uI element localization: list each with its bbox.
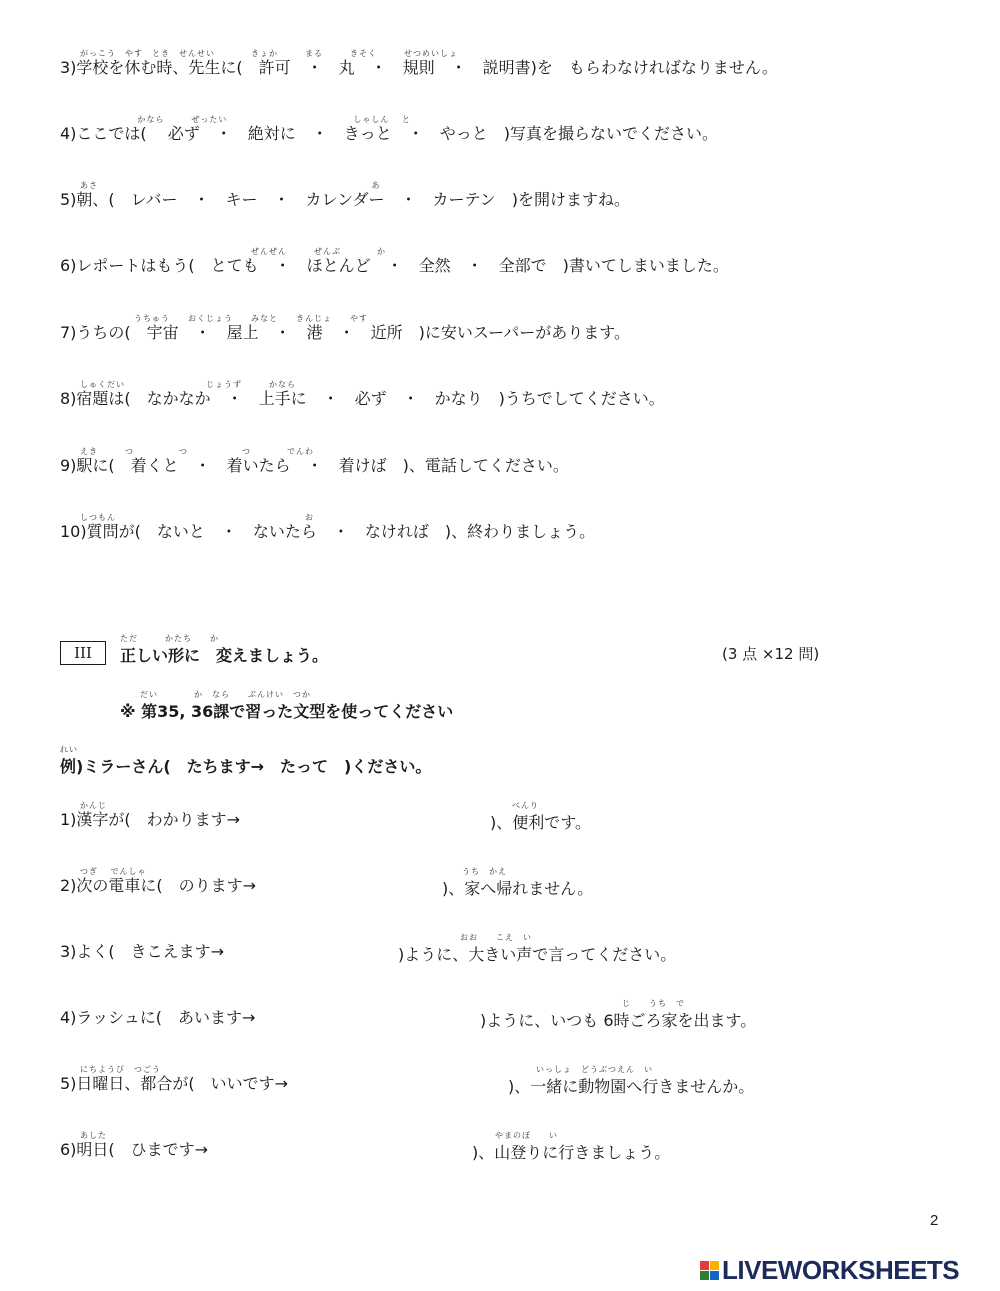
furigana: がっこう やす とき せんせい きょか まる きそく せつめいしょ bbox=[80, 49, 458, 58]
section-title: 正しい形に 変えましょう。 bbox=[120, 646, 329, 665]
question-5: 5)朝、( レバー ・ キー ・ カレンダー ・ カーテン )を開けますね。 bbox=[60, 190, 630, 209]
question-9: 9)駅に( 着くと ・ 着いたら ・ 着けば )、電話してください。 bbox=[60, 456, 569, 475]
furigana: つぎ でんしゃ bbox=[80, 867, 147, 876]
question-3: 3)学校を休む時、先生に( 許可 ・ 丸 ・ 規則 ・ 説明書)を もらわなければなりません。 bbox=[60, 58, 778, 77]
logo-block bbox=[710, 1261, 719, 1270]
furigana: いっしょ どうぶつえん い bbox=[536, 1065, 653, 1074]
section-note: ※ 第35, 36課で習った文型を使ってください bbox=[120, 702, 454, 721]
question-7: 7)うちの( 宇宙 ・ 屋上 ・ 港 ・ 近所 )に安いスーパーがあります。 bbox=[60, 323, 631, 342]
furigana: じ うち で bbox=[622, 999, 685, 1008]
brand-name: LIVEWORKSHEETS bbox=[722, 1254, 960, 1285]
q3-4-suffix: )ように、いつも 6時ごろ家を出ます。 bbox=[480, 1011, 757, 1030]
q3-6-prefix: 6)明日( ひまです→ bbox=[60, 1140, 209, 1159]
example-line: 例)ミラーさん( たちます→ たって )ください。 bbox=[60, 757, 432, 776]
question-10: 10)質問が( ないと ・ ないたら ・ なければ )、終わりましょう。 bbox=[60, 522, 596, 541]
points-label: (3 点 ×12 問) bbox=[722, 645, 820, 663]
furigana: おお こえ い bbox=[460, 933, 532, 942]
furigana: れい bbox=[60, 745, 78, 754]
question-8: 8)宿題は( なかなか ・ 上手に ・ 必ず ・ かなり )うちでしてください。 bbox=[60, 389, 665, 408]
furigana: だい か なら ぶんけい つか bbox=[140, 690, 311, 699]
furigana: ただ かたち か bbox=[120, 634, 219, 643]
furigana: にちようび つごう bbox=[80, 1065, 161, 1074]
logo-icon bbox=[700, 1261, 719, 1280]
furigana: かんじ bbox=[80, 801, 107, 810]
q3-3-suffix: )ように、大きい声で言ってください。 bbox=[398, 945, 677, 964]
q3-1-prefix: 1)漢字が( わかります→ bbox=[60, 810, 241, 829]
furigana: しゅくだい じょうず かなら bbox=[80, 380, 296, 389]
q3-2-prefix: 2)次の電車に( のります→ bbox=[60, 876, 257, 895]
question-4: 4)ここでは( 必ず ・ 絶対に ・ きっと ・ やっと )写真を撮らないでください。 bbox=[60, 124, 718, 143]
question-6: 6)レポートはもう( とても ・ ほとんど ・ 全然 ・ 全部で )書いてしまいました。 bbox=[60, 256, 729, 275]
logo-block bbox=[700, 1271, 709, 1280]
furigana: うちゅう おくじょう みなと きんじょ やす bbox=[80, 314, 368, 323]
q3-5-prefix: 5)日曜日、都合が( いいです→ bbox=[60, 1074, 289, 1093]
q3-5-suffix: )、一緒に動物園へ行きませんか。 bbox=[508, 1077, 755, 1096]
q3-2-suffix: )、家へ帰れません。 bbox=[442, 879, 594, 898]
furigana: うち かえ bbox=[462, 867, 507, 876]
q3-4-prefix: 4)ラッシュに( あいます→ bbox=[60, 1008, 256, 1027]
q3-3-prefix: 3)よく( きこえます→ bbox=[60, 942, 225, 961]
q3-1-suffix: )、便利です。 bbox=[490, 813, 591, 832]
furigana: かなら ぜったい しゃしん と bbox=[80, 115, 411, 124]
furigana: やまのぼ い bbox=[495, 1131, 558, 1140]
furigana: べんり bbox=[512, 801, 539, 810]
liveworksheets-logo[interactable] bbox=[700, 1256, 959, 1284]
furigana: ぜんぜん ぜんぶ か bbox=[80, 247, 386, 256]
furigana: しつもん お bbox=[80, 513, 314, 522]
logo-block bbox=[700, 1261, 709, 1270]
page-number: 2 bbox=[930, 1212, 939, 1229]
furigana: えき つ つ つ でんわ bbox=[80, 447, 314, 456]
furigana: あした bbox=[80, 1131, 107, 1140]
section-number-box: III bbox=[60, 641, 106, 665]
q3-6-suffix: )、山登りに行きましょう。 bbox=[472, 1143, 671, 1162]
furigana: あさ あ bbox=[80, 181, 381, 190]
logo-block bbox=[710, 1271, 719, 1280]
